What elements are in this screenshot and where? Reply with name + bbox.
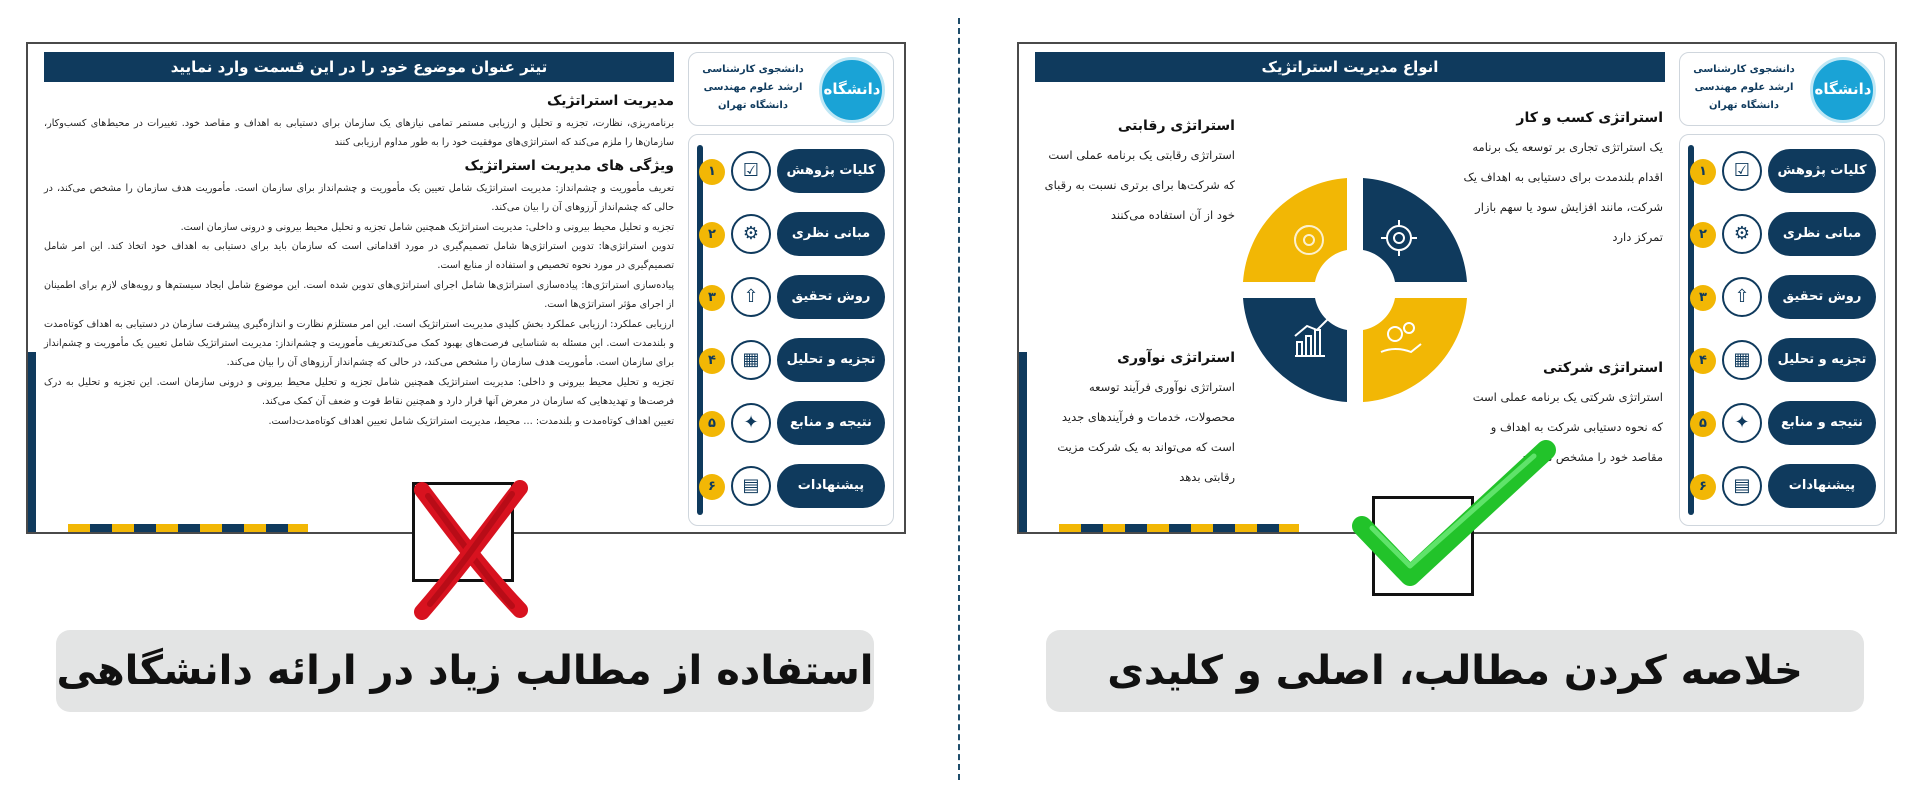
menu-item-overview[interactable]: کلیات پژوهش ☑ ۱ (1684, 149, 1876, 193)
university-header (1679, 52, 1885, 126)
menu-item-method[interactable]: روش تحقیق ⇧ ۳ (1684, 275, 1876, 319)
lightbulb-icon: ✦ (1722, 403, 1762, 443)
slide-accent-bar (1019, 352, 1027, 532)
menu-item-theory[interactable]: مبانی نظری ⚙ ۲ (693, 212, 885, 256)
dense-text-body (44, 88, 674, 528)
menu-item-suggestions[interactable]: پیشنهادات ▤ ۶ (1684, 464, 1876, 508)
block-text: یک استراتژی تجاری بر توسعه یک برنامه اقدام بلندمدت برای دستیابی به اهداف یک شرکت، مانند افزایش سود یا سهم بازار تمرکز دارد (1463, 140, 1663, 244)
slide-stripe (1059, 524, 1299, 532)
analytics-icon: ▦ (731, 340, 771, 380)
menu-item-method[interactable]: روش تحقیق ⇧ ۳ (693, 275, 885, 319)
competitive-strategy-block (1035, 112, 1235, 230)
document-gear-icon: ⚙ (1722, 214, 1762, 254)
menu-item-analysis[interactable]: تجزیه و تحلیل ▦ ۴ (693, 338, 885, 382)
lightbulb-icon: ✦ (731, 403, 771, 443)
block-text: استراتژی نوآوری فرآیند توسعه محصولات، خدمات و فرآیندهای جدید است که می‌تواند به یک شرکت مزیت رقابتی بدهد (1057, 380, 1235, 484)
paragraph: تجزیه و تحلیل محیط بیرونی و داخلی: مدیریت استراتژیک همچنین شامل تجزیه و تحلیل محیط بیرونی و درونی سازمان است. (180, 221, 674, 233)
innovation-strategy-block (1035, 344, 1235, 492)
paragraph: تعریف مأموریت و چشم‌انداز: مدیریت استراتژیک شامل تعیین یک مأموریت و چشم‌انداز برای سازمان است. مأموریت هدف سازمان را مشخص می‌کند، در حالی که چشم‌انداز آرزوهای آن را بیان می‌کند. (44, 182, 674, 214)
chart-clipboard-icon: ▤ (1722, 466, 1762, 506)
paragraph: تعیین اهداف کوتاه‌مدت و بلندمدت: … محیط، مدیریت استراتژیک شامل تعیین اهداف کوتاه‌مدت‌داست. (268, 415, 674, 427)
section-heading: ویژگی های مدیریت استراتژیک (464, 157, 674, 174)
block-heading: استراتژی شرکتی (1543, 360, 1663, 376)
block-heading: استراتژی نوآوری (1117, 350, 1235, 366)
university-text: دانشجوی کارشناسی ارشد علوم مهندسی دانشگاه تهران (702, 64, 804, 111)
checklist-icon: ☑ (731, 151, 771, 191)
slide-title: تیتر عنوان موضوع خود را در این قسمت وارد نمایید (44, 52, 674, 82)
section-heading: مدیریت استراتژیک (546, 93, 674, 109)
slide-sidebar (688, 52, 894, 526)
block-heading: استراتژی کسب و کار (1516, 110, 1663, 126)
paragraph: ارزیابی عملکرد: ارزیابی عملکرد بخش کلیدی مدیریت استراتژیک است. این امر مستلزم نظارت و اندازه‌گیری پیشرفت سازمان در دستیابی به اهداف کوتاه‌مدت و بلندمدت است. این مسئله به شناسایی فرصت‌های بهبود کمک می‌کندتعریف مأموریت و چشم‌انداز: مدیریت استراتژیک شامل تعیین یک مأموریت و چشم‌انداز برای سازمان است. مأموریت هدف سازمان را مشخص می‌کند، در حالی که چشم‌انداز آرزوهای آن را بیان می‌کند. (44, 318, 674, 369)
document-gear-icon: ⚙ (731, 214, 771, 254)
menu-timeline-line (697, 145, 703, 515)
bad-example-slide (26, 42, 906, 534)
block-text: استراتژی شرکتی یک برنامه عملی است که نحوه دستیابی شرکت به اهداف و مقاصد خود را مشخص می‌کند (1472, 390, 1663, 464)
paragraph: پیاده‌سازی استراتژی‌ها: پیاده‌سازی استراتژی‌ها شامل اجرای استراتژی‌های تدوین شده است. این موضوع شامل ایجاد سیستم‌ها و رویه‌های لازم برای اطمینان از اجرای مؤثر استراتژی‌ها است. (44, 279, 674, 311)
slide-sidebar (1679, 52, 1885, 526)
menu-item-theory[interactable]: مبانی نظری ⚙ ۲ (1684, 212, 1876, 256)
strategy-wheel (1235, 170, 1475, 410)
slide-menu (688, 134, 894, 526)
slide-menu (1679, 134, 1885, 526)
red-cross-icon (392, 470, 542, 620)
paragraph: تدوین استراتژی‌ها: تدوین استراتژی‌ها شامل تصمیم‌گیری در مورد اقداماتی است که سازمان باید برای دستیابی به اهداف خود اتخاذ کند. این امر شامل تصمیم‌گیری در مورد نحوه تخصیص و استفاده از منابع است. (44, 241, 674, 272)
checklist-icon: ☑ (1722, 151, 1762, 191)
strategy-wheel-svg (1235, 170, 1475, 410)
menu-item-overview[interactable]: کلیات پژوهش ☑ ۱ (693, 149, 885, 193)
slide-accent-bar (28, 352, 36, 532)
block-text: استراتژی رقابتی یک برنامه عملی است که شرکت‌ها برای برتری نسبت به رقبای خود از آن استفاده می‌کنند (1044, 148, 1235, 222)
center-divider (958, 18, 960, 780)
analytics-icon: ▦ (1722, 340, 1762, 380)
menu-item-results[interactable]: نتیجه و منابع ✦ ۵ (693, 401, 885, 445)
people-growth-icon: ⇧ (1722, 277, 1762, 317)
menu-timeline-line (1688, 145, 1694, 515)
slide-title: انواع مدیریت استراتژیک (1035, 52, 1665, 82)
good-example-caption: خلاصه کردن مطالب، اصلی و کلیدی (1046, 630, 1864, 712)
university-text: دانشجوی کارشناسی ارشد علوم مهندسی دانشگاه تهران (1693, 64, 1795, 111)
wheel-segment-competitive (1243, 178, 1347, 282)
green-check-icon (1348, 430, 1558, 600)
wheel-segment-innovation (1243, 298, 1347, 402)
business-strategy-block (1463, 104, 1663, 252)
paragraph: تجزیه و تحلیل محیط بیرونی و داخلی: مدیریت استراتژیک همچنین شامل تجزیه و تحلیل محیط بیرونی و درونی سازمان است. این تجزیه و تحلیل به درک فرصت‌ها و تهدیدهایی که سازمان در معرض آنها قرار دارد و همچنین نقاط قوت و ضعف آن کمک می‌کند. (44, 376, 674, 408)
paragraph: برنامه‌ریزی، نظارت، تجزیه و تحلیل و ارزیابی مستمر تمامی نیازهای یک سازمان برای دستیابی به اهداف و مقاصد خود. تغییرات در محیط‌های کسب‌وکار، سازمان‌ها را ملزم می‌کند که استراتژی‌های موفقیت خود را به طور مداوم ارزیابی کنند (44, 118, 674, 149)
university-logo: دانشگاه (1810, 57, 1876, 123)
menu-item-results[interactable]: نتیجه و منابع ✦ ۵ (1684, 401, 1876, 445)
wheel-segment-business (1363, 178, 1467, 282)
university-logo: دانشگاه (819, 57, 885, 123)
people-growth-icon: ⇧ (731, 277, 771, 317)
menu-item-analysis[interactable]: تجزیه و تحلیل ▦ ۴ (1684, 338, 1876, 382)
menu-item-suggestions[interactable]: پیشنهادات ▤ ۶ (693, 464, 885, 508)
chart-clipboard-icon: ▤ (731, 466, 771, 506)
bad-example-caption: استفاده از مطالب زیاد در ارائه دانشگاهی (56, 630, 874, 712)
block-heading: استراتژی رقابتی (1117, 118, 1235, 134)
university-header (688, 52, 894, 126)
